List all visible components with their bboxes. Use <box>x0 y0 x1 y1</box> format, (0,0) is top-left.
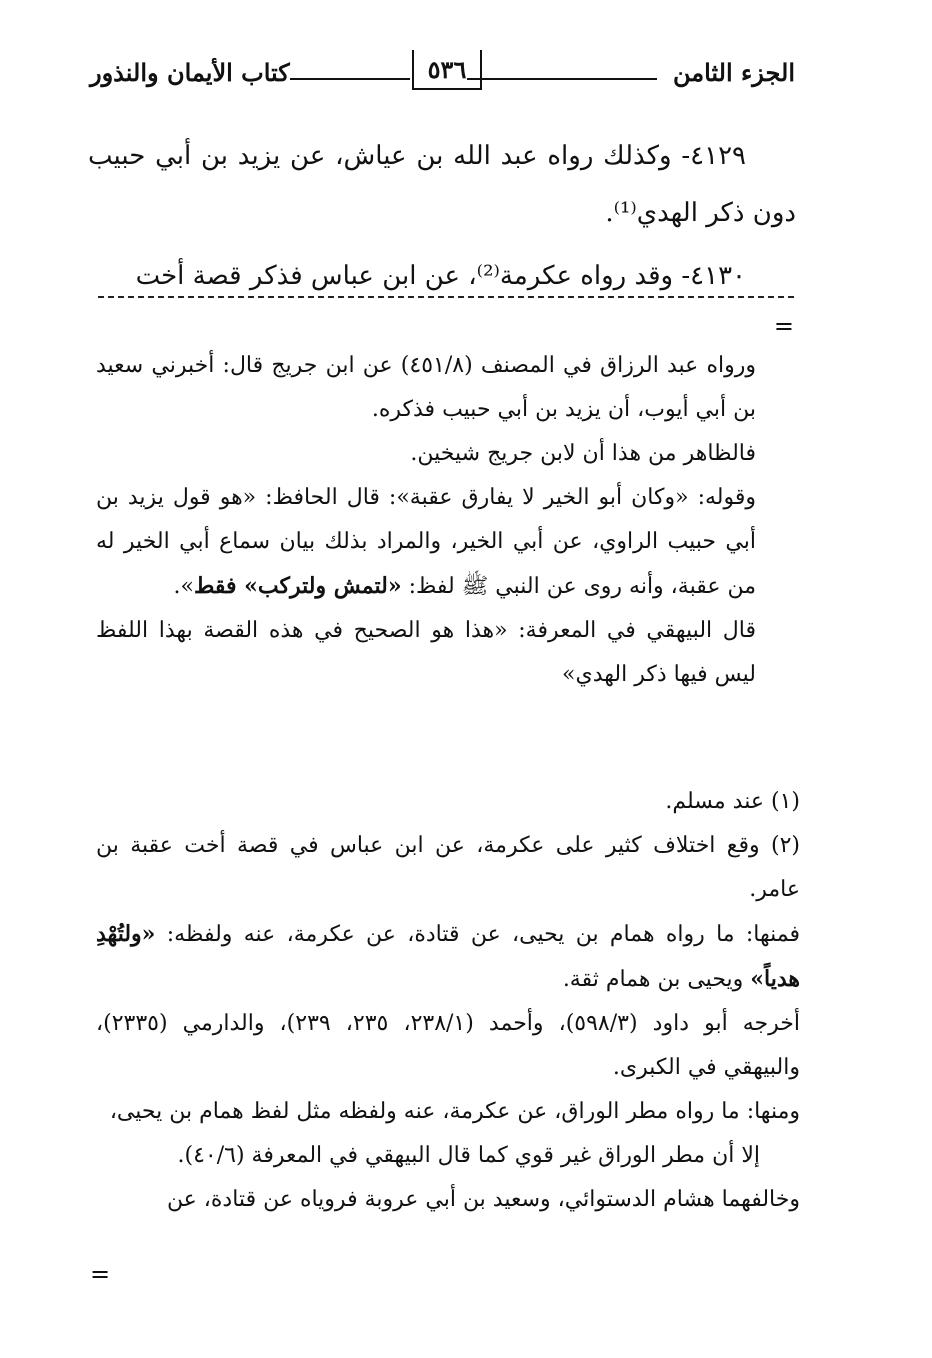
footnote-paragraph: ومنها: ما رواه مطر الوراق، عن عكرمة، عنه ولفظه مثل لفظ همام بن يحيى، <box>109 1099 800 1124</box>
main-text <box>88 128 796 311</box>
header-rule-right <box>467 78 657 80</box>
footnote-paragraph: أخرجه أبو داود (٥٩٨/٣)، وأحمد (٢٣٨/١، ٢٣٥، ٢٣٩)، والدارمي (٢٣٣٥)، والبيهقي في الكبرى. <box>96 1011 801 1080</box>
footnotes <box>96 780 800 1222</box>
note-text: وقوله: «وكان أبو الخير لا يفارق عقبة»: قال الحافظ: «هو قول يزيد بن أبي حبيب الراوي، عن أبي الخير، والمراد بذلك بيان سماع أبي الخير له من عقبة، وأنه روى عن النبي ﷺ لفظ: <box>96 485 756 599</box>
header-rule-left <box>290 78 410 80</box>
note-paragraph: قال البيهقي في المعرفة: «هذا هو الصحيح في هذه القصة بهذا اللفظ ليس فيها ذكر الهدي» <box>96 618 756 687</box>
footnote-paragraph: وخالفهما هشام الدستوائي، وسعيد بن أبي عروبة فروياه عن قتادة، عن <box>166 1187 800 1212</box>
footnote-continuation <box>96 344 756 697</box>
note-quote: «لتمش ولتركب» فقط <box>193 573 402 599</box>
footnote-separator <box>98 296 794 298</box>
footnote-text: فمنها: ما رواه همام بن يحيى، عن قتادة، عن عكرمة، عنه ولفظه: <box>155 922 800 947</box>
footnote-paragraph <box>96 912 800 1002</box>
continuation-mark-bottom: = <box>90 1260 111 1288</box>
hadith-4129: ٤١٢٩- وكذلك رواه عبد الله بن عياش، عن يزيد بن أبي حبيب دون ذكر الهدي⁽¹⁾. <box>88 141 796 228</box>
footnote-quote: «ولتُهْدِ هدياً» <box>96 921 800 992</box>
footnote-paragraph: إلا أن مطر الوراق غير قوي كما قال البيهقي في المعرفة (٤٠/٦). <box>177 1143 760 1168</box>
footnote-text-end: ويحيى بن همام ثقة. <box>562 967 751 992</box>
footnote-2: (٢) وقع اختلاف كثير على عكرمة، عن ابن عباس في قصة أخت عقبة بن عامر. <box>96 833 800 902</box>
note-paragraph: فالظاهر من هذا أن لابن جريج شيخين. <box>410 441 756 466</box>
hadith-4130: ٤١٣٠- وقد رواه عكرمة⁽²⁾، عن ابن عباس فذكر قصة أخت <box>135 261 746 291</box>
header-book-title: كتاب الأيمان والنذور <box>90 58 290 87</box>
note-paragraph <box>96 476 756 609</box>
footnote-1: (١) عند مسلم. <box>665 789 800 814</box>
running-header <box>90 56 795 96</box>
continuation-mark-top: = <box>773 312 794 340</box>
note-text-end: ». <box>173 574 194 599</box>
note-paragraph: ورواه عبد الرزاق في المصنف (٤٥١/٨) عن ابن جريج قال: أخبرني سعيد بن أبي أيوب، أن يزيد بن أبي حبيب فذكره. <box>96 353 756 422</box>
header-part: الجزء الثامن <box>672 58 795 87</box>
page-number: ٥٣٦ <box>412 50 482 90</box>
